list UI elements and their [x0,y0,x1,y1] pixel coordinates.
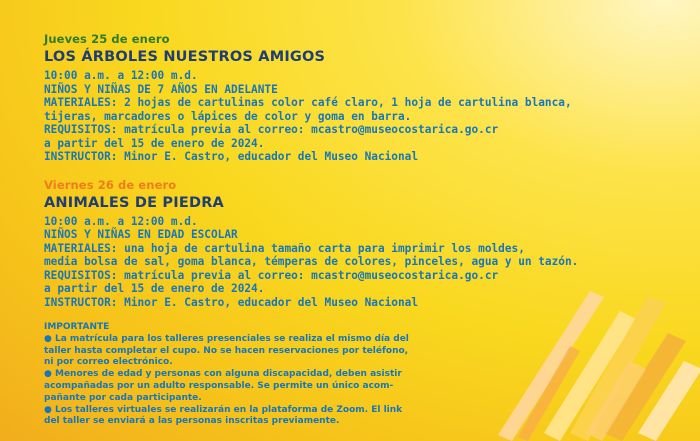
event-materials-cont: tijeras, marcadores o lápices de color y goma en barra. [44,109,412,123]
event-requirements: REQUISITOS: matrícula previa al correo: mcastro@museocostarica.go.cr [44,123,499,136]
event-materials-cont: media bolsa de sal, goma blanca, témperas de colores, pinceles, agua y un tazón. [44,255,579,268]
decorative-stripes [470,251,700,441]
event-audience: NIÑOS Y NIÑAS DE 7 AÑOS EN ADELANTE [44,82,278,96]
notice-line: taller hasta completar el cupo. No se hacen reservaciones por teléfono, [44,345,409,356]
event-time: 10:00 a.m. a 12:00 m.d. [44,69,198,82]
notice-line: ● La matrícula para los talleres presenciales se realiza el mismo día del [44,333,409,344]
event-materials: MATERIALES: 2 hojas de cartulinas color café claro, 1 hoja de cartulina blanca, [44,96,572,109]
event-instructor: INSTRUCTOR: Minor E. Castro, educador del Museo Nacional [44,295,419,309]
notice-line: pañante por cada participante. [44,392,202,403]
notice-line: ni por correo electrónico. [44,357,173,368]
event-materials: MATERIALES: una hoja de cartulina tamaño carta para imprimir los moldes, [44,241,525,255]
event-date: Viernes 26 de enero [44,177,177,192]
event-requirements-cont: a partir del 15 de enero de 2024. [44,136,265,150]
notice-line: acompañadas por un adulto responsable. Se permite un único acom- [44,380,394,391]
event-instructor: INSTRUCTOR: Minor E. Castro, educador del Museo Nacional [44,150,419,163]
event-time: 10:00 a.m. a 12:00 m.d. [44,214,198,228]
event-title: LOS ÁRBOLES NUESTROS AMIGOS [44,49,326,65]
event-1 [44,32,684,164]
event-title: ANIMALES DE PIEDRA [44,194,224,211]
notice-line: ● Menores de edad y personas con alguna discapacidad, deben asistir [44,369,402,380]
important-notice [44,322,464,428]
stripe-group [498,291,700,441]
notice-line: ● Los talleres virtuales se realizarán en la plataforma de Zoom. El link [44,404,403,415]
important-heading: IMPORTANTE [44,322,110,332]
event-date: Jueves 25 de enero [44,32,170,46]
event-requirements: REQUISITOS: matrícula previa al correo: mcastro@museocostarica.go.cr [44,268,499,282]
event-requirements-cont: a partir del 15 de enero de 2024. [44,282,265,295]
notice-line: del taller se enviará a las personas inscritas previamente. [44,416,340,427]
event-audience: NIÑOS Y NIÑAS EN EDAD ESCOLAR [44,228,238,241]
